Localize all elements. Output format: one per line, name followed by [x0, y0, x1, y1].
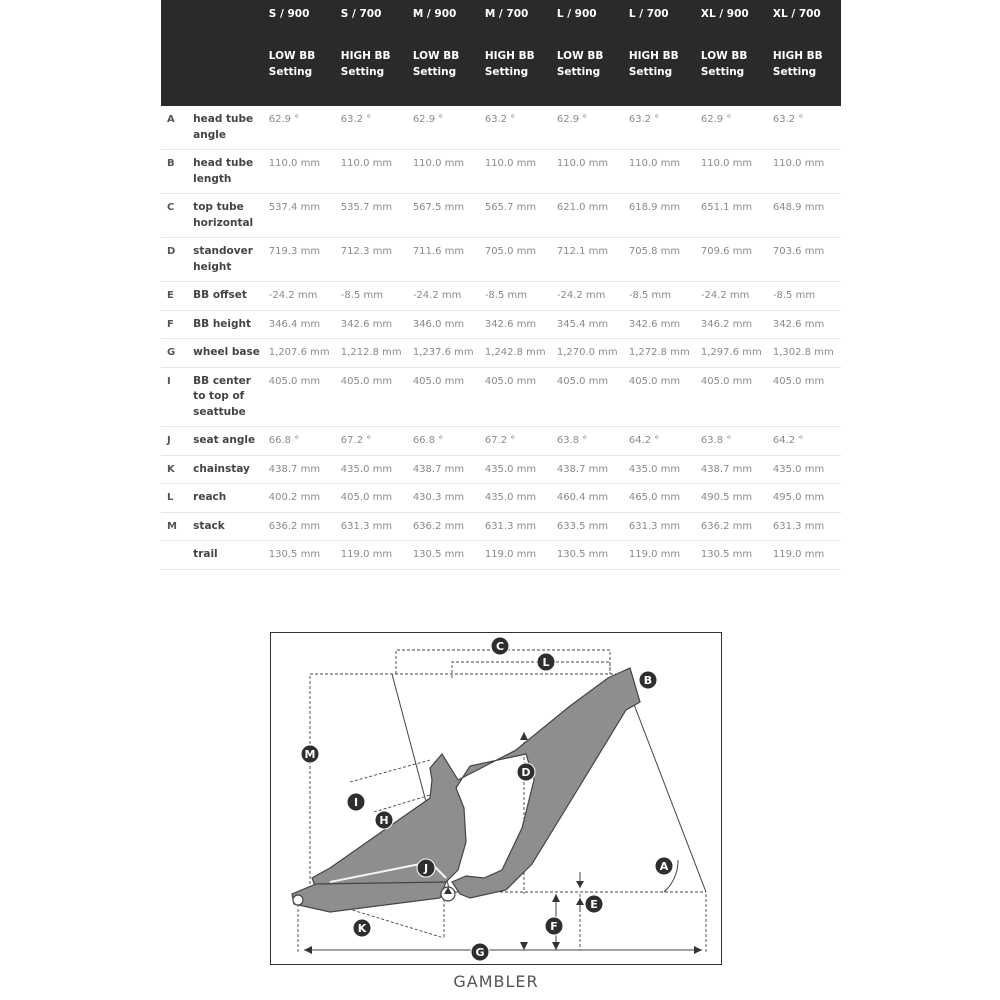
marker-i — [347, 793, 365, 811]
row-value: 621.0 mm — [553, 194, 625, 238]
row-label: chainstay — [193, 455, 265, 484]
row-label: seat angle — [193, 427, 265, 456]
row-letter: K — [161, 455, 193, 484]
header-setting — [625, 48, 697, 106]
header-size-label: XL / 700 — [772, 8, 821, 20]
row-letter: D — [161, 238, 193, 282]
header-size-label: L / 900 — [556, 8, 597, 20]
table-row — [161, 150, 841, 194]
row-value: 62.9 ° — [409, 106, 481, 150]
row-value: 438.7 mm — [553, 455, 625, 484]
row-value: -24.2 mm — [265, 282, 337, 311]
header-size — [265, 0, 337, 48]
row-value: 119.0 mm — [769, 541, 841, 570]
row-value: -24.2 mm — [553, 282, 625, 311]
row-value: 405.0 mm — [553, 367, 625, 427]
row-value: -24.2 mm — [409, 282, 481, 311]
marker-label: I — [353, 796, 359, 809]
geometry-table-container — [161, 0, 841, 570]
frame-geometry-diagram — [270, 632, 722, 965]
row-value: -24.2 mm — [697, 282, 769, 311]
header-setting-label: LOW BB Setting — [556, 50, 604, 78]
row-value: 63.8 ° — [553, 427, 625, 456]
row-value: 705.0 mm — [481, 238, 553, 282]
table-row — [161, 541, 841, 570]
row-value: 1,270.0 mm — [553, 339, 625, 368]
row-value: 636.2 mm — [265, 512, 337, 541]
header-setting — [337, 48, 409, 106]
table-row — [161, 339, 841, 368]
marker-label: A — [659, 860, 669, 873]
marker-k — [353, 919, 371, 937]
row-value: -8.5 mm — [625, 282, 697, 311]
row-value: 435.0 mm — [625, 455, 697, 484]
row-value: 346.4 mm — [265, 310, 337, 339]
table-row — [161, 282, 841, 311]
row-label: BB center to top of seattube — [193, 367, 265, 427]
marker-label: B — [643, 674, 653, 687]
row-value: 438.7 mm — [697, 455, 769, 484]
row-value: 430.3 mm — [409, 484, 481, 513]
row-value: 633.5 mm — [553, 512, 625, 541]
marker-a — [655, 857, 673, 875]
marker-g — [471, 943, 489, 961]
row-label: head tube length — [193, 150, 265, 194]
row-value: 636.2 mm — [409, 512, 481, 541]
marker-e — [585, 895, 603, 913]
row-value: 119.0 mm — [481, 541, 553, 570]
header-size-label: S / 900 — [268, 8, 310, 20]
table-row — [161, 310, 841, 339]
row-value: -8.5 mm — [481, 282, 553, 311]
row-value: 405.0 mm — [337, 367, 409, 427]
row-label: trail — [193, 541, 265, 570]
row-value: 405.0 mm — [265, 367, 337, 427]
row-value: 110.0 mm — [337, 150, 409, 194]
header-blank — [193, 0, 265, 48]
row-label: reach — [193, 484, 265, 513]
row-value: 62.9 ° — [553, 106, 625, 150]
row-value: 1,237.6 mm — [409, 339, 481, 368]
row-value: 712.1 mm — [553, 238, 625, 282]
row-value: 66.8 ° — [409, 427, 481, 456]
marker-b — [639, 671, 657, 689]
header-size-label: M / 700 — [484, 8, 529, 20]
row-label: BB height — [193, 310, 265, 339]
table-row — [161, 194, 841, 238]
row-letter: F — [161, 310, 193, 339]
row-value: 1,302.8 mm — [769, 339, 841, 368]
row-value: 631.3 mm — [769, 512, 841, 541]
row-letter: E — [161, 282, 193, 311]
header-setting — [769, 48, 841, 106]
row-value: 537.4 mm — [265, 194, 337, 238]
row-value: 1,272.8 mm — [625, 339, 697, 368]
rear-dropout — [293, 895, 303, 905]
marker-label: C — [495, 640, 505, 653]
table-row — [161, 512, 841, 541]
row-value: 490.5 mm — [697, 484, 769, 513]
geometry-table — [161, 0, 841, 570]
row-value: 495.0 mm — [769, 484, 841, 513]
marker-label: E — [590, 898, 598, 911]
row-value: 712.3 mm — [337, 238, 409, 282]
table-row — [161, 455, 841, 484]
row-label: stack — [193, 512, 265, 541]
table-row — [161, 484, 841, 513]
table-body — [161, 106, 841, 569]
header-setting-label: LOW BB Setting — [412, 50, 460, 78]
row-value: 342.6 mm — [481, 310, 553, 339]
row-value: 110.0 mm — [625, 150, 697, 194]
row-value: 63.2 ° — [769, 106, 841, 150]
marker-label: M — [304, 748, 316, 761]
row-value: 435.0 mm — [481, 455, 553, 484]
header-size — [769, 0, 841, 48]
header-size-label: XL / 900 — [700, 8, 749, 20]
row-value: 130.5 mm — [409, 541, 481, 570]
row-value: 405.0 mm — [625, 367, 697, 427]
row-value: 130.5 mm — [265, 541, 337, 570]
row-value: 62.9 ° — [697, 106, 769, 150]
header-setting-label: HIGH BB Setting — [484, 50, 535, 78]
table-row — [161, 427, 841, 456]
table-row — [161, 367, 841, 427]
row-letter: M — [161, 512, 193, 541]
marker-label: G — [475, 946, 485, 959]
row-value: 346.0 mm — [409, 310, 481, 339]
row-label: BB offset — [193, 282, 265, 311]
row-letter: G — [161, 339, 193, 368]
header-blank — [161, 0, 193, 48]
row-value: 110.0 mm — [769, 150, 841, 194]
header-size-label: M / 900 — [412, 8, 457, 20]
row-value: 1,297.6 mm — [697, 339, 769, 368]
marker-label: D — [521, 766, 531, 779]
header-setting-label: HIGH BB Setting — [340, 50, 391, 78]
row-value: 405.0 mm — [697, 367, 769, 427]
row-letter: I — [161, 367, 193, 427]
row-value: 63.8 ° — [697, 427, 769, 456]
row-value: 110.0 mm — [265, 150, 337, 194]
header-size-label: L / 700 — [628, 8, 669, 20]
row-letter — [161, 541, 193, 570]
table-header — [161, 0, 841, 106]
marker-d — [517, 763, 535, 781]
row-value: 63.2 ° — [625, 106, 697, 150]
row-value: 67.2 ° — [337, 427, 409, 456]
row-letter: B — [161, 150, 193, 194]
row-letter: C — [161, 194, 193, 238]
row-value: 110.0 mm — [697, 150, 769, 194]
row-letter: A — [161, 106, 193, 150]
table-row — [161, 106, 841, 150]
header-setting-label: LOW BB Setting — [268, 50, 316, 78]
header-setting — [553, 48, 625, 106]
row-value: 66.8 ° — [265, 427, 337, 456]
row-value: 405.0 mm — [409, 367, 481, 427]
row-value: 535.7 mm — [337, 194, 409, 238]
row-value: 67.2 ° — [481, 427, 553, 456]
row-label: top tube horizontal — [193, 194, 265, 238]
row-value: 1,212.8 mm — [337, 339, 409, 368]
row-value: 709.6 mm — [697, 238, 769, 282]
row-label: standover height — [193, 238, 265, 282]
row-letter: J — [161, 427, 193, 456]
row-value: -8.5 mm — [337, 282, 409, 311]
header-setting-label: HIGH BB Setting — [628, 50, 679, 78]
row-value: 64.2 ° — [769, 427, 841, 456]
row-label: wheel base — [193, 339, 265, 368]
row-value: 342.6 mm — [337, 310, 409, 339]
header-setting — [697, 48, 769, 106]
header-size — [481, 0, 553, 48]
row-value: 405.0 mm — [337, 484, 409, 513]
header-setting-label: HIGH BB Setting — [772, 50, 823, 78]
marker-label: L — [542, 656, 550, 669]
row-value: 1,207.6 mm — [265, 339, 337, 368]
row-value: 345.4 mm — [553, 310, 625, 339]
row-value: 651.1 mm — [697, 194, 769, 238]
header-size — [409, 0, 481, 48]
header-blank — [193, 48, 265, 106]
row-value: 438.7 mm — [409, 455, 481, 484]
row-value: 62.9 ° — [265, 106, 337, 150]
row-value: 435.0 mm — [337, 455, 409, 484]
row-value: 465.0 mm — [625, 484, 697, 513]
marker-l — [537, 653, 555, 671]
row-value: 110.0 mm — [409, 150, 481, 194]
marker-h — [375, 811, 393, 829]
header-size — [697, 0, 769, 48]
row-value: 64.2 ° — [625, 427, 697, 456]
row-value: 63.2 ° — [481, 106, 553, 150]
row-value: 719.3 mm — [265, 238, 337, 282]
header-size — [337, 0, 409, 48]
row-value: 130.5 mm — [553, 541, 625, 570]
row-value: 1,242.8 mm — [481, 339, 553, 368]
marker-label: F — [550, 920, 558, 933]
row-value: 346.2 mm — [697, 310, 769, 339]
header-blank — [161, 48, 193, 106]
row-letter: L — [161, 484, 193, 513]
row-value: 565.7 mm — [481, 194, 553, 238]
row-value: 342.6 mm — [625, 310, 697, 339]
row-value: 460.4 mm — [553, 484, 625, 513]
row-value: 63.2 ° — [337, 106, 409, 150]
row-value: 631.3 mm — [481, 512, 553, 541]
row-value: 567.5 mm — [409, 194, 481, 238]
row-value: 342.6 mm — [769, 310, 841, 339]
row-value: 648.9 mm — [769, 194, 841, 238]
row-value: 400.2 mm — [265, 484, 337, 513]
diagram-title: GAMBLER — [453, 972, 539, 991]
table-row — [161, 238, 841, 282]
row-value: 631.3 mm — [625, 512, 697, 541]
row-value: 110.0 mm — [481, 150, 553, 194]
row-value: 119.0 mm — [337, 541, 409, 570]
row-value: 405.0 mm — [769, 367, 841, 427]
row-value: 435.0 mm — [481, 484, 553, 513]
row-value: 110.0 mm — [553, 150, 625, 194]
marker-c — [491, 637, 509, 655]
row-value: 705.8 mm — [625, 238, 697, 282]
marker-label: J — [423, 862, 429, 875]
row-value: 130.5 mm — [697, 541, 769, 570]
row-value: 636.2 mm — [697, 512, 769, 541]
row-value: 438.7 mm — [265, 455, 337, 484]
row-value: 703.6 mm — [769, 238, 841, 282]
header-size — [553, 0, 625, 48]
marker-label: H — [379, 814, 389, 827]
header-setting-label: LOW BB Setting — [700, 50, 748, 78]
header-size-label: S / 700 — [340, 8, 382, 20]
row-value: 435.0 mm — [769, 455, 841, 484]
header-setting — [409, 48, 481, 106]
marker-m — [301, 745, 319, 763]
header-setting — [481, 48, 553, 106]
row-label: head tube angle — [193, 106, 265, 150]
row-value: 405.0 mm — [481, 367, 553, 427]
row-value: 618.9 mm — [625, 194, 697, 238]
marker-j — [417, 859, 435, 877]
row-value: 631.3 mm — [337, 512, 409, 541]
row-value: -8.5 mm — [769, 282, 841, 311]
header-setting — [265, 48, 337, 106]
row-value: 119.0 mm — [625, 541, 697, 570]
marker-f — [545, 917, 563, 935]
marker-label: K — [357, 922, 367, 935]
row-value: 711.6 mm — [409, 238, 481, 282]
header-size — [625, 0, 697, 48]
